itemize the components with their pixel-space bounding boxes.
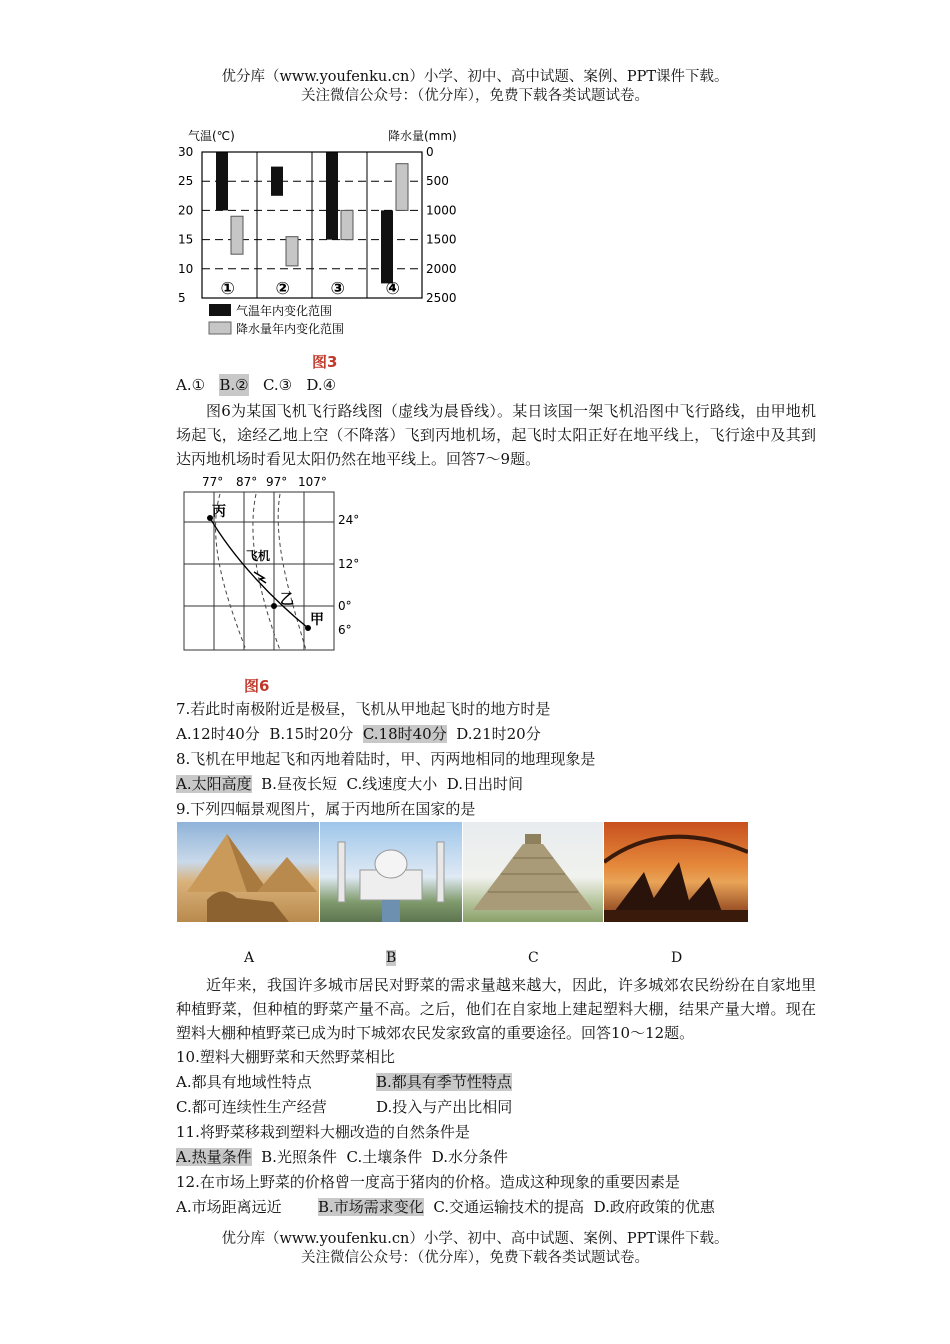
precip-range-bar xyxy=(286,237,298,266)
left-tick-label: 5 xyxy=(178,291,186,305)
fig3-caption: 图3 xyxy=(312,353,338,371)
photo-label-d: D xyxy=(671,950,683,966)
legend-precip-swatch xyxy=(209,322,231,334)
left-tick-label: 15 xyxy=(178,232,194,247)
q10-option-d[interactable]: D.投入与产出比相同 xyxy=(376,1098,513,1116)
q10-option-b[interactable]: B.都具有季节性特点 xyxy=(376,1073,512,1091)
q11-options xyxy=(176,1146,508,1168)
photo-label-b: B xyxy=(386,950,397,966)
lat-label-6: 6° xyxy=(338,623,352,637)
right-tick-label: 2000 xyxy=(426,261,457,276)
q8-option-b[interactable]: B.昼夜长短 xyxy=(261,775,337,793)
plane-icon xyxy=(254,572,266,583)
place-yi: 乙 xyxy=(280,592,294,608)
q7-stem: 7.若此时南极附近是极昼，飞机从甲地起飞时的地方时是 xyxy=(176,700,551,718)
point-yi xyxy=(271,603,277,609)
right-tick-label: 2500 xyxy=(426,291,457,305)
q8-stem: 8.飞机在甲地起飞和丙地着陆时，甲、丙两地相同的地理现象是 xyxy=(176,750,596,768)
place-bing: 丙 xyxy=(212,504,226,520)
flight-route-map xyxy=(176,472,376,662)
place-jia: 甲 xyxy=(310,612,324,628)
lon-label-107: 107° xyxy=(298,475,327,489)
mausoleum-icon xyxy=(320,822,462,922)
panel-label: ③ xyxy=(330,279,345,299)
q10-options-row-2 xyxy=(176,1096,512,1118)
q6-option-b[interactable]: B.② xyxy=(219,376,249,394)
q8-options xyxy=(176,773,523,795)
q6-options xyxy=(176,374,336,396)
q11-option-d[interactable]: D.水分条件 xyxy=(431,1148,509,1166)
q7-option-c[interactable]: C.18时40分 xyxy=(362,725,447,743)
precip-range-bar xyxy=(341,210,353,239)
header-line-2: 关注微信公众号：（优分库），免费下载各类试题试卷。 xyxy=(301,88,649,104)
photo-a-pyramid-sphinx[interactable] xyxy=(177,822,319,922)
photo-label-c: C xyxy=(528,950,539,966)
q7-option-d[interactable]: D.21时20分 xyxy=(456,725,541,743)
intro-10-12: 近年来，我国许多城市居民对野菜的需求量越来越大，因此，许多城郊农民纷纷在自家地里种植野菜，但种植的野菜产量不高。之后，他们在自家地上建起塑料大棚，结果产量大增。现在塑料大棚种植野菜已成为时下城郊农民发家致富的重要途径。回答10～12题。 xyxy=(176,976,816,1042)
q7-option-a[interactable]: A.12时40分 xyxy=(176,725,260,743)
panel-label: ④ xyxy=(385,279,400,299)
q10-option-c[interactable]: C.都可连续性生产经营 xyxy=(176,1098,327,1116)
photo-label-a: A xyxy=(244,950,255,966)
legend-precip-label: 降水量年内变化范围 xyxy=(236,322,345,336)
q12-options xyxy=(176,1196,715,1218)
q8-option-d[interactable]: D.日出时间 xyxy=(446,775,524,793)
lat-label-12: 12° xyxy=(338,557,360,571)
right-axis-title: 降水量(mm) xyxy=(388,129,457,143)
q12-option-c[interactable]: C.交通运输技术的提高 xyxy=(433,1198,585,1216)
footer-line-2: 关注微信公众号：（优分库），免费下载各类试题试卷。 xyxy=(301,1250,649,1266)
temp-range-bar xyxy=(271,167,283,196)
q6-option-c[interactable]: C.③ xyxy=(262,376,293,394)
q12-option-d[interactable]: D.政府政策的优惠 xyxy=(593,1198,715,1216)
header-line-1: 优分库（www.youfenku.cn）小学、初中、高中试题、案例、PPT课件下载。 xyxy=(221,69,729,85)
temp-range-bar xyxy=(326,152,338,240)
footer-line-1: 优分库（www.youfenku.cn）小学、初中、高中试题、案例、PPT课件下载。 xyxy=(221,1231,729,1247)
q7-option-b[interactable]: B.15时20分 xyxy=(269,725,354,743)
step-pyramid-icon xyxy=(463,822,603,922)
q11-stem: 11.将野菜移栽到塑料大棚改造的自然条件是 xyxy=(176,1123,470,1141)
terminator-line-3 xyxy=(278,494,306,650)
flight-route xyxy=(210,518,308,628)
legend-temp-label: 气温年内变化范围 xyxy=(236,304,333,318)
left-axis-title: 气温(℃) xyxy=(188,129,235,143)
panel-label: ① xyxy=(220,279,235,299)
panel-label: ② xyxy=(275,279,290,299)
opera-house-icon xyxy=(604,822,748,922)
photo-c-step-pyramid[interactable] xyxy=(463,822,603,922)
temp-range-bar xyxy=(216,152,228,210)
photo-b-mausoleum[interactable] xyxy=(320,822,462,922)
lon-label-87: 87° xyxy=(236,475,258,489)
right-tick-label: 0 xyxy=(426,145,434,159)
q12-stem: 12.在市场上野菜的价格曾一度高于猪肉的价格。造成这种现象的重要因素是 xyxy=(176,1173,680,1191)
left-tick-label: 10 xyxy=(178,261,194,276)
precip-range-bar xyxy=(396,164,408,211)
q7-options xyxy=(176,723,541,745)
lat-label-24: 24° xyxy=(338,513,360,527)
fig6-caption: 图6 xyxy=(244,677,270,695)
temp-range-bar xyxy=(381,210,393,283)
precip-range-bar xyxy=(231,216,243,254)
q11-option-a[interactable]: A.热量条件 xyxy=(176,1148,252,1166)
lon-label-97: 97° xyxy=(266,475,288,489)
terminator-line-2 xyxy=(253,494,280,650)
photo-d-opera-house[interactable] xyxy=(604,822,748,922)
q8-option-c[interactable]: C.线速度大小 xyxy=(346,775,438,793)
left-tick-label: 25 xyxy=(178,174,194,189)
q6-option-d[interactable]: D.④ xyxy=(306,376,337,394)
q6-option-a[interactable]: A.① xyxy=(176,376,206,394)
right-tick-label: 500 xyxy=(426,174,449,189)
climate-range-chart xyxy=(176,124,476,344)
left-tick-label: 30 xyxy=(178,145,194,159)
legend-temp-swatch xyxy=(209,304,231,316)
q12-option-a[interactable]: A.市场距离远近 xyxy=(176,1198,282,1216)
plane-label: 飞机 xyxy=(246,549,271,563)
lon-label-77: 77° xyxy=(202,475,224,489)
q10-option-a[interactable]: A.都具有地域性特点 xyxy=(176,1073,312,1091)
intro-7-9: 图6为某国飞机飞行路线图（虚线为晨昏线）。某日该国一架飞机沿图中飞行路线，由甲地机场起飞，途经乙地上空（不降落）飞到丙地机场，起飞时太阳正好在地平线上，飞行途中及其到达丙地机场时看见太阳仍然在地平线上。回答7～9题。 xyxy=(176,402,816,468)
q10-options-row-1 xyxy=(176,1071,512,1093)
q11-option-b[interactable]: B.光照条件 xyxy=(261,1148,337,1166)
q9-stem: 9.下列四幅景观图片，属于丙地所在国家的是 xyxy=(176,800,476,818)
q11-option-c[interactable]: C.土壤条件 xyxy=(346,1148,423,1166)
left-tick-label: 20 xyxy=(178,203,194,218)
q12-option-b[interactable]: B.市场需求变化 xyxy=(318,1198,424,1216)
right-tick-label: 1500 xyxy=(426,232,457,247)
right-tick-label: 1000 xyxy=(426,203,457,218)
lat-label-0: 0° xyxy=(338,599,352,613)
q10-stem: 10.塑料大棚野菜和天然野菜相比 xyxy=(176,1048,395,1066)
q8-option-a[interactable]: A.太阳高度 xyxy=(176,775,252,793)
pyramid-icon xyxy=(177,822,319,922)
